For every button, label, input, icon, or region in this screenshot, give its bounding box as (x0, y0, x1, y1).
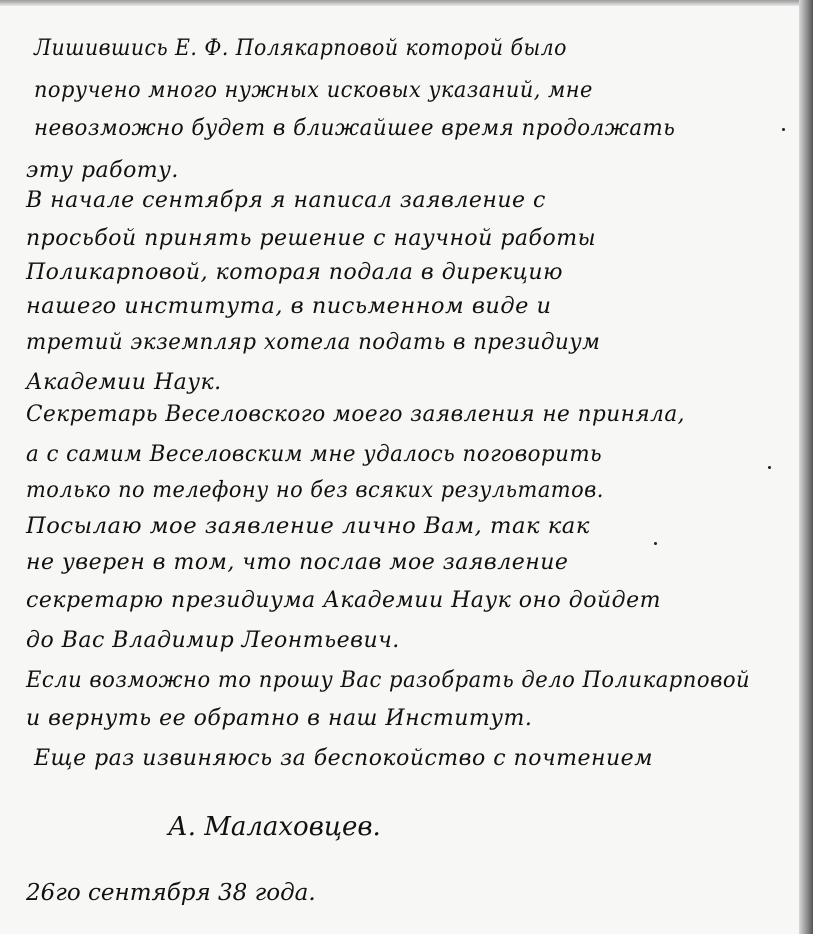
ink-speck (782, 128, 785, 131)
letter-line-18: Если возможно то прошу Вас разобрать дело Поликарповой (26, 668, 751, 693)
letter-line-10: Академии Наук. (26, 370, 222, 395)
letter-line-16: секретарю президиума Академии Наук оно дойдет (26, 588, 661, 613)
letter-line-8: нашего института, в письменном виде и (26, 294, 552, 319)
letter-line-13: только по телефону но без всяких результатов. (26, 478, 604, 503)
letter-date: 26го сентября 38 года. (26, 880, 316, 906)
letter-line-6: просьбой принять решение с научной работы (26, 226, 596, 251)
letter-line-14: Посылаю мое заявление лично Вам, так как (26, 514, 590, 539)
ink-speck (654, 542, 657, 545)
signature: А. Малаховцев. (168, 812, 381, 842)
letter-line-3: невозможно будет в ближайшее время продолжать (34, 116, 676, 141)
letter-line-19: и вернуть ее обратно в наш Институт. (26, 706, 533, 731)
letter-line-9: третий экземпляр хотела подать в президиум (26, 330, 601, 355)
scan-top-edge (0, 0, 813, 6)
letter-line-2: поручено много нужных исковых указаний, мне (34, 78, 593, 103)
scan-right-edge (799, 0, 813, 934)
letter-line-7: Поликарповой, которая подала в дирекцию (26, 260, 563, 285)
letter-line-11: Секретарь Веселовского моего заявления не приняла, (26, 402, 686, 427)
letter-line-20: Еще раз извиняюсь за беспокойство с почтением (34, 746, 653, 771)
letter-line-17: до Вас Владимир Леонтьевич. (26, 628, 400, 653)
letter-line-1: Лишившись Е. Ф. Полякарповой которой было (34, 36, 567, 61)
letter-line-15: не уверен в том, что послав мое заявление (26, 550, 569, 575)
letter-line-12: а с самим Веселовским мне удалось поговорить (26, 442, 603, 467)
letter-line-5: В начале сентября я написал заявление с (26, 188, 546, 213)
ink-speck (768, 466, 771, 469)
letter-line-4: эту работу. (26, 158, 179, 183)
